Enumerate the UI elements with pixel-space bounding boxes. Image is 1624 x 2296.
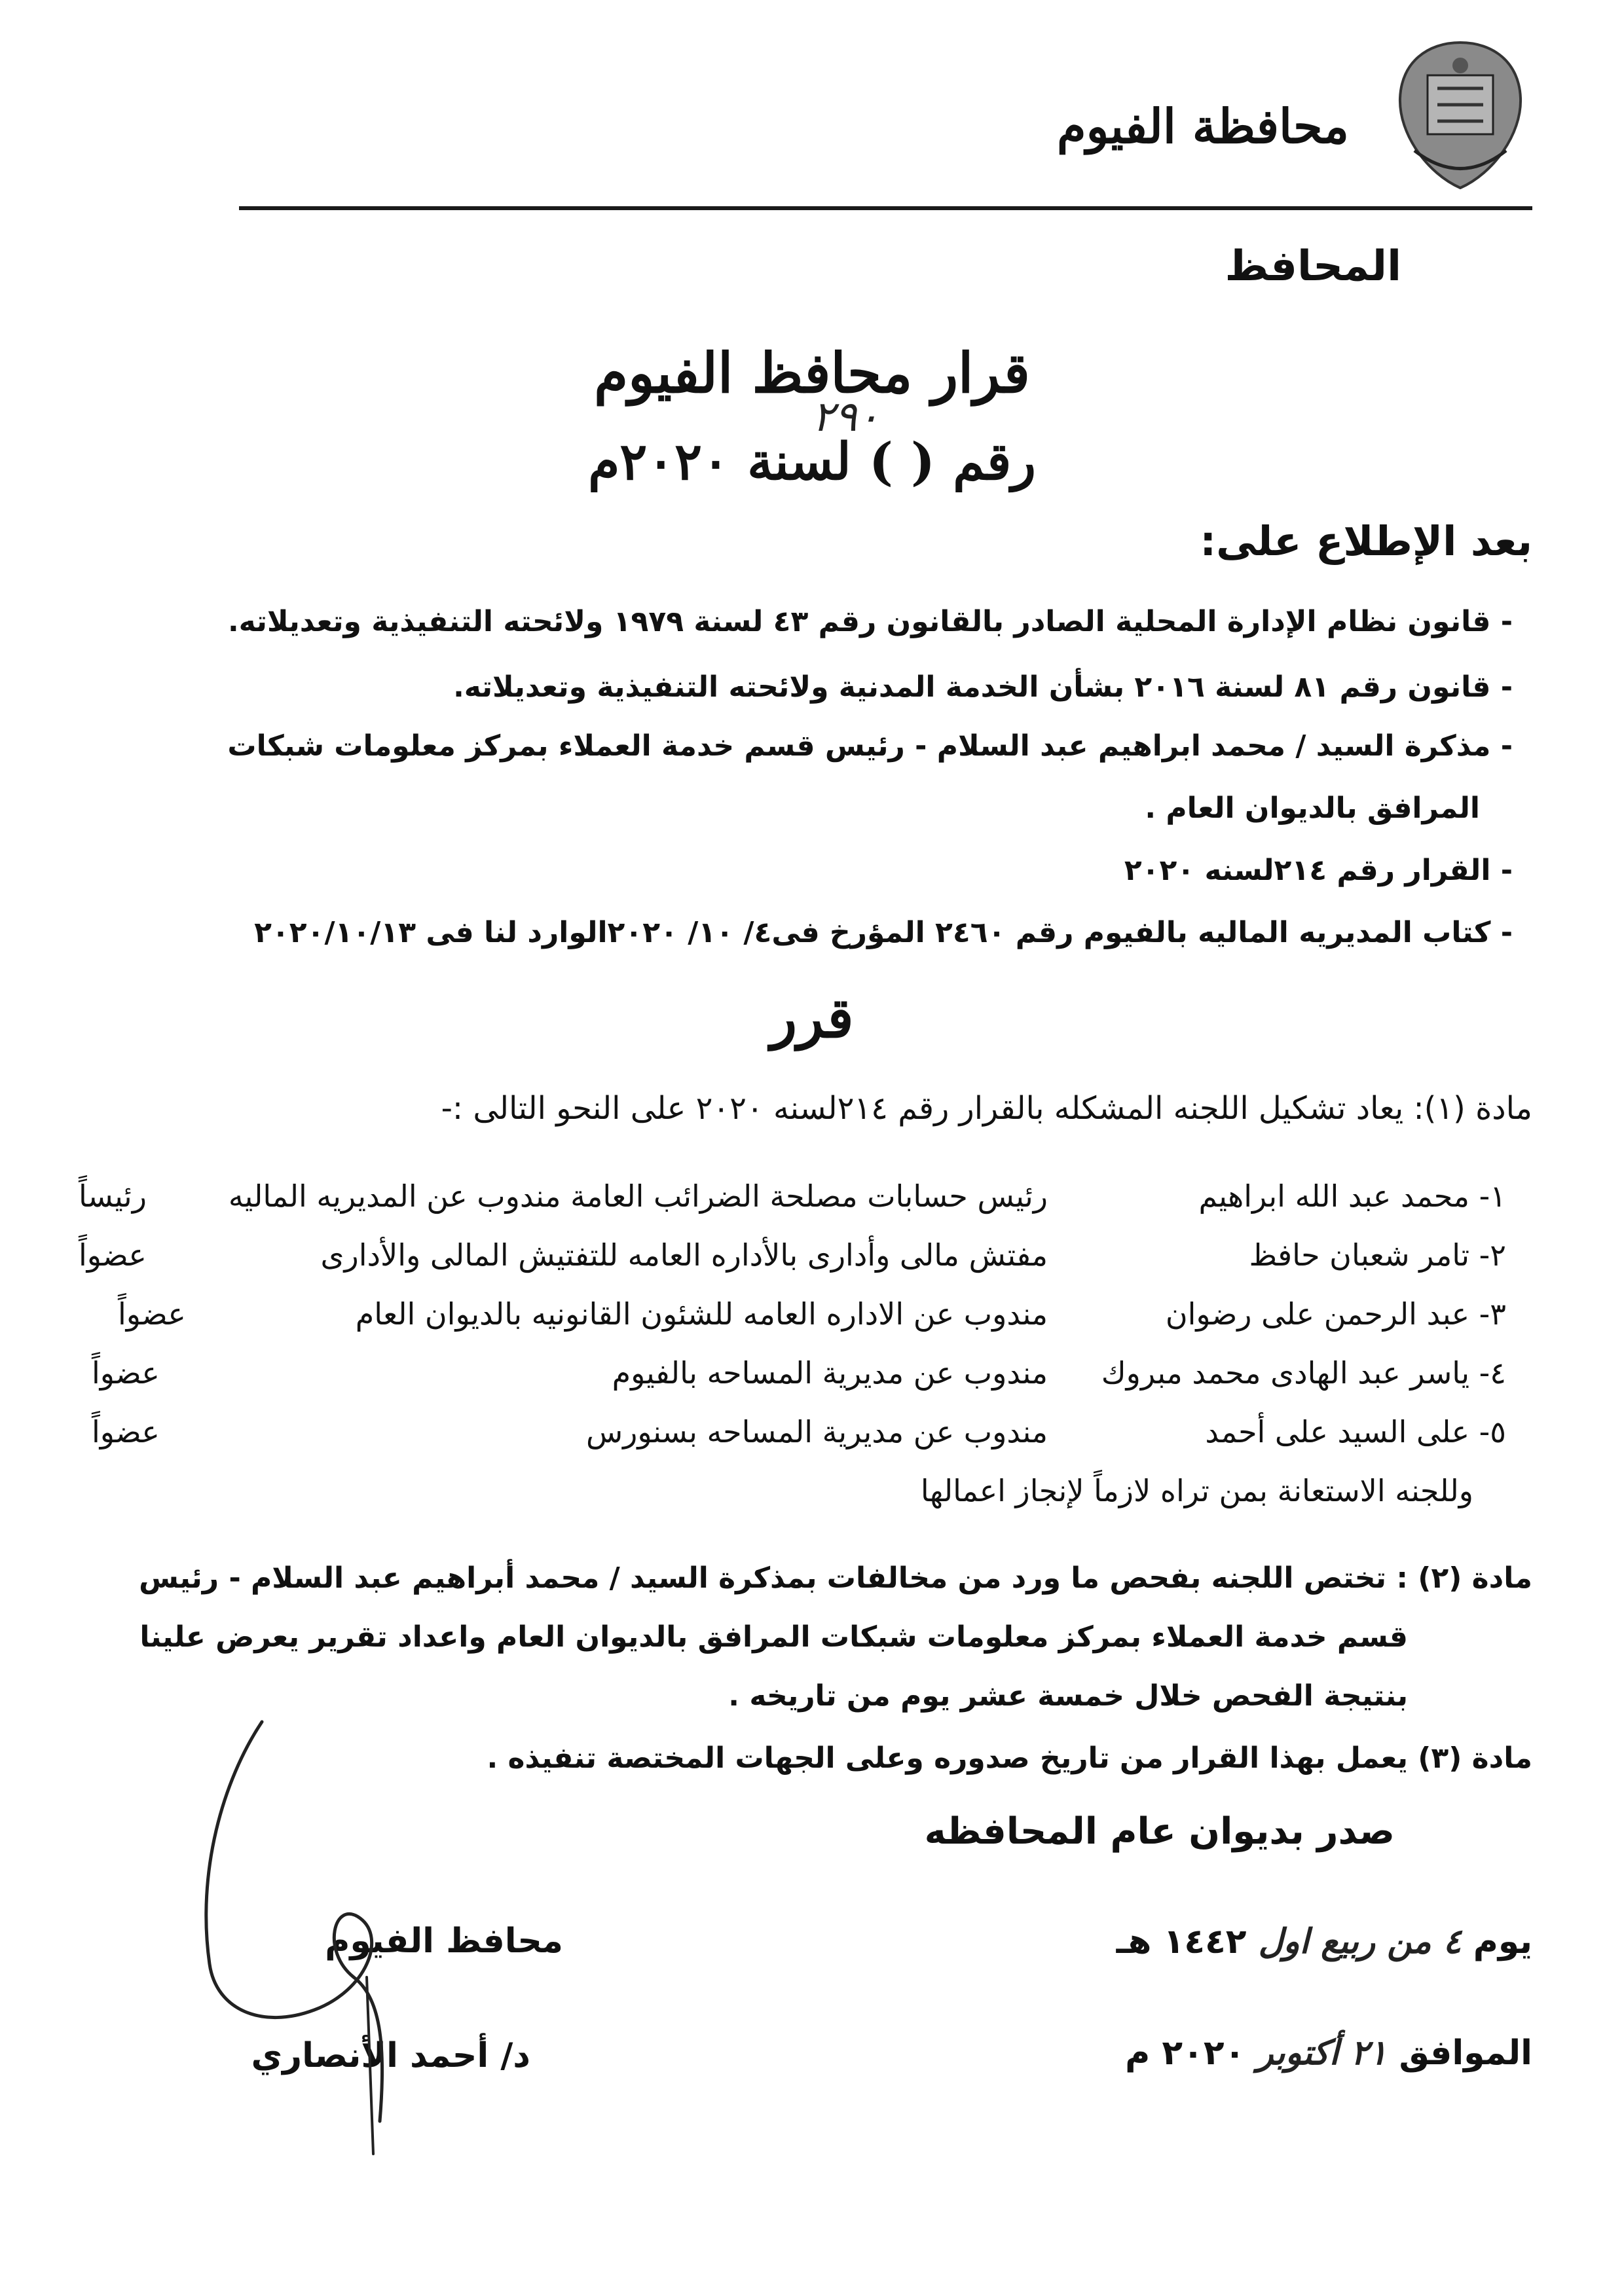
hijri-suffix: ١٤٤٢ هـ: [1116, 1922, 1247, 1961]
reference-item: - قانون رقم ٨١ لسنة ٢٠١٦ بشأن الخدمة المدنية ولائحته التنفيذية وتعديلاته.: [453, 670, 1513, 704]
decided-heading: قرر: [770, 985, 854, 1050]
committee-member-row: [65, 1178, 1506, 1224]
member-role: مندوب عن الاداره العامه للشئون القانونيه بالديوان العام: [355, 1296, 1048, 1332]
member-name: ٣- عبد الرحمن على رضوان: [1165, 1296, 1506, 1332]
hijri-handwritten-date: ٤ من ربيع اول: [1258, 1922, 1462, 1961]
reference-item: - قانون نظام الإدارة المحلية الصادر بالقانون رقم ٤٣ لسنة ١٩٧٩ ولائحته التنفيذية وتعديلاته.: [227, 605, 1513, 638]
article-2-line: قسم خدمة العملاء بمركز معلومات شبكات المرافق بالديوان العام واعداد تقرير يعرض علينا: [139, 1620, 1408, 1654]
signatory-title: محافظ الفيوم: [325, 1922, 563, 1961]
signatory-name: د/ أحمد الأنصاري: [251, 2036, 530, 2075]
decree-number-line: رقم ( ) لسنة ٢٠٢٠م: [588, 432, 1036, 492]
gregorian-prefix: الموافق: [1399, 2033, 1532, 2073]
article-3: مادة (٣) يعمل بهذا القرار من تاريخ صدوره وعلى الجهات المختصة تنفيذه .: [487, 1741, 1532, 1775]
member-status: عضواً: [79, 1237, 147, 1273]
gregorian-suffix: ٢٠٢٠ م: [1125, 2033, 1246, 2073]
reference-item: - القرار رقم ٢١٤لسنه ٢٠٢٠: [1124, 854, 1513, 887]
issued-at: صدر بديوان عام المحافظه: [924, 1810, 1395, 1853]
header-divider: [239, 206, 1532, 210]
member-role: مندوب عن مديرية المساحه بسنورس: [586, 1414, 1048, 1449]
handwritten-signature: [170, 1702, 629, 2160]
member-name: ٥- على السيد على أحمد: [1205, 1414, 1506, 1449]
reference-item: - كتاب المديريه الماليه بالفيوم رقم ٢٤٦٠ المؤرخ فى٤/ ١٠/ ٢٠٢٠الوارد لنا فى ٢٠٢٠/١٠/١٣: [254, 916, 1513, 949]
after-review-heading: بعد الإطلاع على:: [1200, 517, 1532, 565]
member-role: رئيس حسابات مصلحة الضرائب العامة مندوب عن المديريه الماليه: [228, 1178, 1048, 1214]
member-status: رئيساً: [79, 1178, 147, 1214]
committee-member-row: [65, 1237, 1506, 1283]
hijri-prefix: يوم: [1473, 1922, 1532, 1961]
hijri-date-line: [1116, 1922, 1532, 1961]
article-2-line: بنتيجة الفحص خلال خمسة عشر يوم من تاريخه .: [728, 1679, 1408, 1713]
governorate-name: محافظة الفيوم: [1057, 98, 1349, 154]
member-name: ١- محمد عبد الله ابراهيم: [1198, 1178, 1506, 1214]
governorate-emblem-logo: [1388, 36, 1532, 193]
committee-member-row: [65, 1296, 1506, 1342]
gregorian-handwritten-date: ٢١ أكتوبر: [1257, 2033, 1388, 2073]
reference-item-continuation: المرافق بالديوان العام .: [1145, 792, 1480, 825]
handwritten-decree-number: ٢٩٠: [812, 393, 880, 441]
committee-member-row: [65, 1414, 1506, 1460]
member-name: ٢- تامر شعبان حافظ: [1249, 1237, 1506, 1273]
article-1: مادة (١): يعاد تشكيل اللجنه المشكله بالقرار رقم ٢١٤لسنه ٢٠٢٠ على النحو التالى :-: [441, 1090, 1532, 1127]
member-name: ٤- ياسر عبد الهادى محمد مبروك: [1101, 1355, 1506, 1391]
member-role: مفتش مالى وأدارى بالأداره العامه للتفتيش المالى والأدارى: [320, 1237, 1048, 1273]
member-status: عضواً: [118, 1296, 186, 1332]
member-status: عضواً: [92, 1355, 160, 1391]
reference-item: - مذكرة السيد / محمد ابراهيم عبد السلام - رئيس قسم خدمة العملاء بمركز معلومات شبكات: [227, 729, 1513, 763]
member-status: عضواً: [92, 1414, 160, 1449]
committee-note: وللجنه الاستعانة بمن تراه لازماً لإنجاز اعمالها: [920, 1473, 1473, 1508]
committee-member-row: [65, 1355, 1506, 1401]
decree-title: قرار محافظ الفيوم: [594, 340, 1030, 405]
governor-label: المحافظ: [1225, 242, 1401, 291]
member-role: مندوب عن مديرية المساحه بالفيوم: [612, 1355, 1048, 1391]
gregorian-date-line: [1125, 2033, 1532, 2073]
article-2-line: مادة (٢) : تختص اللجنه بفحص ما ورد من مخالفات بمذكرة السيد / محمد أبراهيم عبد السلام - رئيس: [139, 1561, 1532, 1595]
